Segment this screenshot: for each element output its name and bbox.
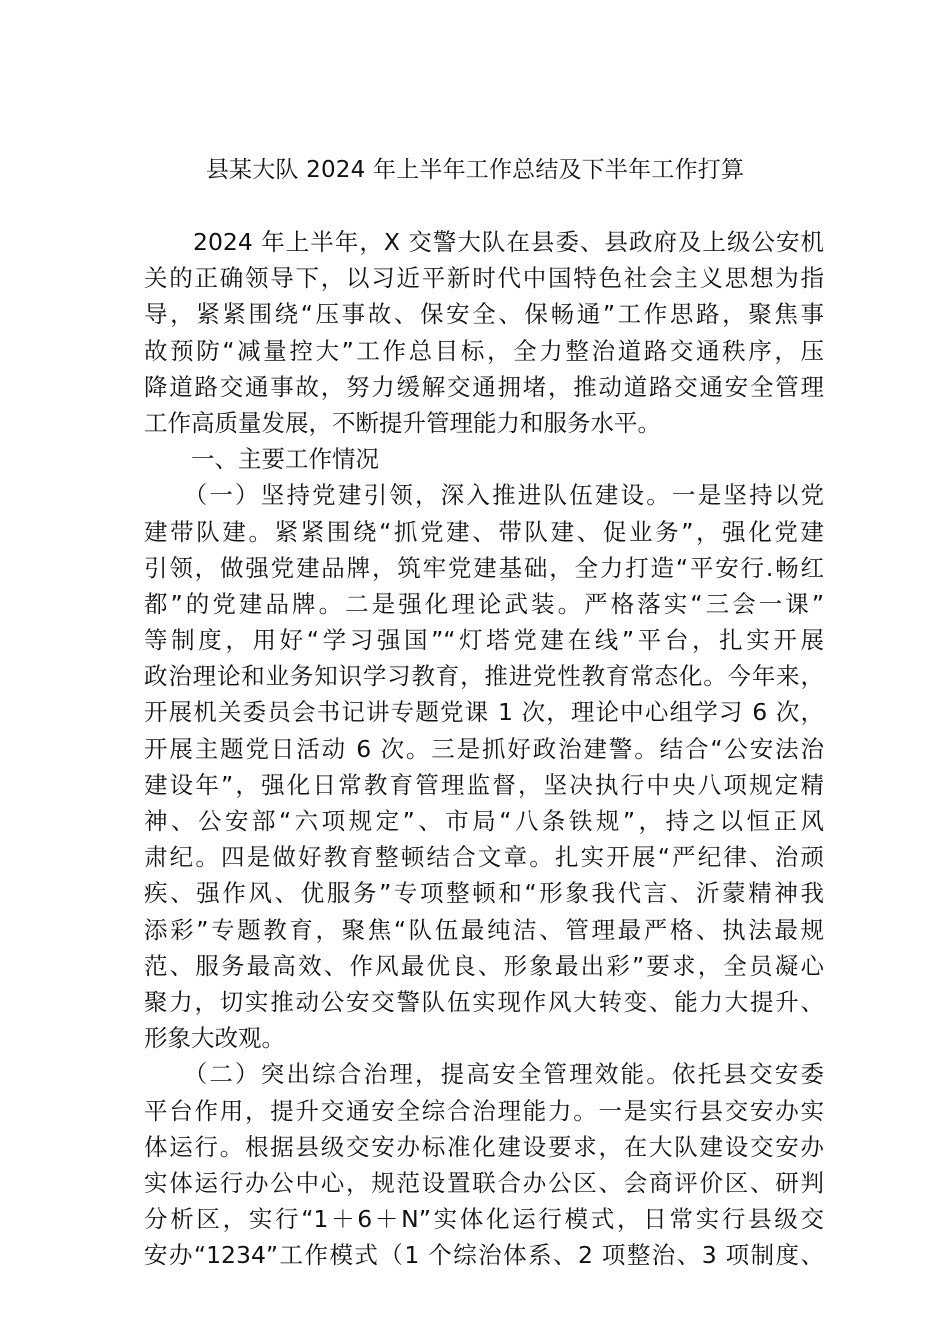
text-line: 添彩”专题教育，聚焦“队伍最纯洁、管理最严格、执法最规 [144,915,824,944]
text-line: 体运行。根据县级交安办标准化建设要求，在大队建设交安办 [144,1132,824,1161]
text-line: 降道路交通事故，努力缓解交通拥堵，推动道路交通安全管理 [144,372,824,401]
text-line: 2024 年上半年，X 交警大队在县委、县政府及上级公安机 [144,228,824,256]
text-line: 安办“1234”工作模式（1 个综治体系、2 项整治、3 项制度、 [144,1241,824,1270]
text-line: 开展主题党日活动 6 次。三是抓好政治建警。结合“公安法治 [144,734,824,763]
text-line: 导，紧紧围绕“压事故、保安全、保畅通”工作思路，聚焦事 [144,300,824,329]
text-line: 平台作用，提升交通安全综合治理能力。一是实行县交安办实 [144,1096,824,1125]
text-line: （一）坚持党建引领，深入推进队伍建设。一是坚持以党 [144,481,824,510]
text-line: 工作高质量发展，不断提升管理能力和服务水平。 [144,408,661,437]
text-line: 建设年”，强化日常教育管理监督，坚决执行中央八项规定精 [144,770,824,799]
text-line: 神、公安部“六项规定”、市局“八条铁规”，持之以恒正风 [144,807,824,835]
text-line: 建带队建。紧紧围绕“抓党建、带队建、促业务”，强化党建 [144,517,824,546]
text-line: 形象大改观。 [144,1024,285,1053]
text-line: 肃纪。四是做好教育整顿结合文章。扎实开展“严纪律、治顽 [144,843,824,872]
text-line: 范、服务最高效、作风最优良、形象最出彩”要求，全员凝心 [144,951,824,980]
document-title: 县某大队 2024 年上半年工作总结及下半年工作打算 [205,157,745,183]
text-line: 分析区，实行“1＋6＋N”实体化运行模式，日常实行县级交 [144,1205,824,1234]
section-heading: 一、主要工作情况 [144,445,379,474]
text-line: 都”的党建品牌。二是强化理论武装。严格落实“三会一课” [144,589,824,618]
text-line: 实体运行办公中心，规范设置联合办公区、会商评价区、研判 [144,1168,824,1197]
text-line: 聚力，切实推动公安交警队伍实现作风大转变、能力大提升、 [144,987,824,1016]
document-body [144,224,824,1273]
text-line: 故预防“减量控大”工作总目标，全力整治道路交通秩序，压 [144,336,824,365]
text-line: 等制度，用好“学习强国”“灯塔党建在线”平台，扎实开展 [144,626,824,655]
text-line: 政治理论和业务知识学习教育，推进党性教育常态化。今年来， [144,662,824,691]
text-line: 关的正确领导下，以习近平新时代中国特色社会主义思想为指 [144,264,824,293]
text-line: 疾、强作风、优服务”专项整顿和“形象我代言、沂蒙精神我 [144,879,824,908]
text-line: 引领，做强党建品牌，筑牢党建基础，全力打造“平安行.畅红 [144,553,824,582]
text-line: （二）突出综合治理，提高安全管理效能。依托县交安委 [144,1060,824,1089]
text-line: 开展机关委员会书记讲专题党课 1 次，理论中心组学习 6 次， [144,698,824,727]
